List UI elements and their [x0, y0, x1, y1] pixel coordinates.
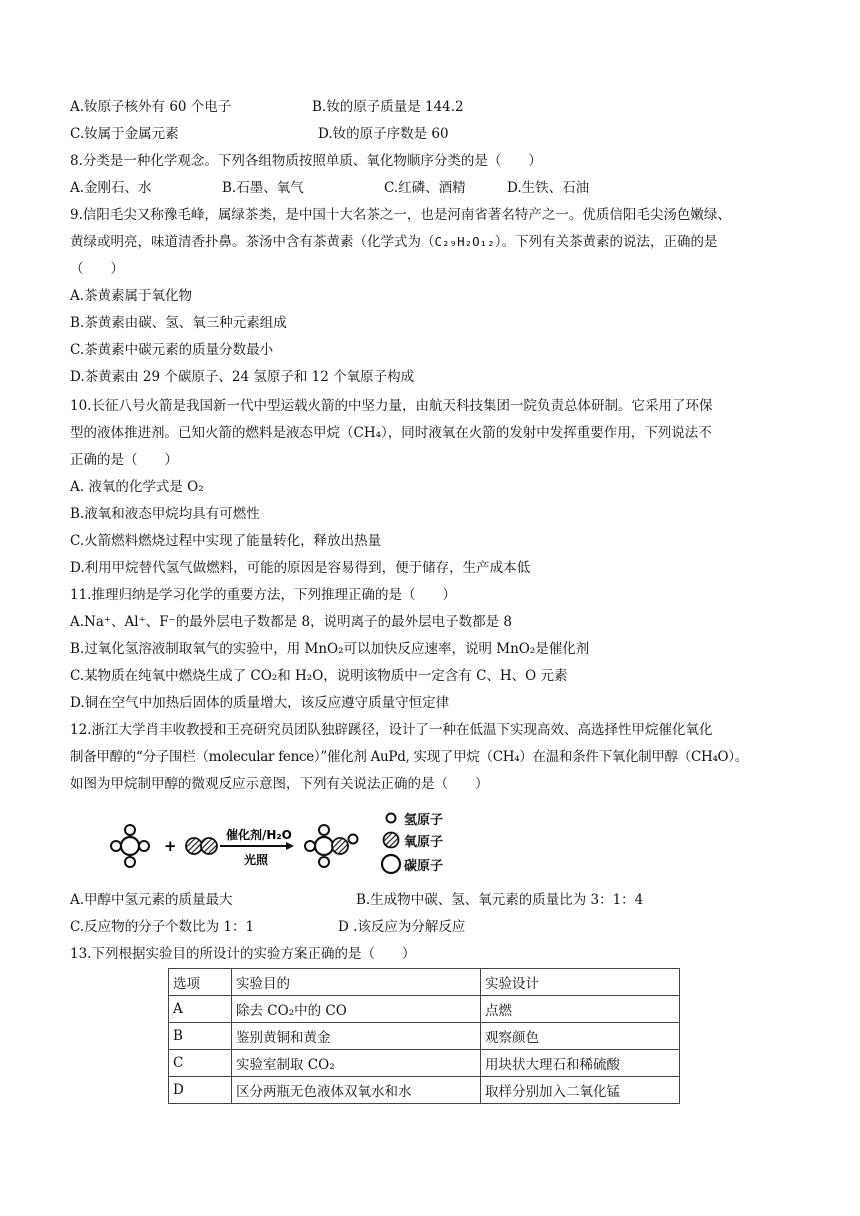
- light-label: 光照: [244, 853, 269, 867]
- table-cell: C: [169, 1050, 232, 1077]
- table-row: [169, 1050, 680, 1077]
- plus-sign: +: [164, 837, 177, 855]
- q9-option-d: D.茶黄素由 29 个碳原子、24 氢原子和 12 个氧原子构成: [70, 369, 415, 385]
- q12-stem-line-3: 如图为甲烷制甲醇的微观反应示意图，下列有关说法正确的是（ ）: [70, 776, 489, 792]
- diagram-legend: [378, 806, 488, 880]
- q11-option-c: C.某物质在纯氧中燃烧生成了 CO₂和 H₂O，说明该物质中一定含有 C、H、O 元素: [70, 668, 568, 684]
- q8-option-b: B.石墨、氧气: [222, 180, 304, 196]
- table-cell: 除去 CO₂中的 CO: [232, 996, 481, 1023]
- table-cell: 用块状大理石和稀硫酸: [481, 1050, 680, 1077]
- arrow-head-icon: [286, 842, 294, 850]
- table-header-row: [169, 969, 680, 996]
- table-cell: A: [169, 996, 232, 1023]
- q7-option-a: A.钕原子核外有 60 个电子: [70, 99, 232, 115]
- q12-stem-line-2: 制备甲醇的“分子围栏（molecular fence）”催化剂 AuPd, 实现了甲烷（CH₄）在温和条件下氧化制甲醇（CH₄O）。: [70, 749, 748, 765]
- q7-option-d: D.钕的原子序数是 60: [318, 126, 449, 142]
- q10-option-d: D.利用甲烷替代氢气做燃料，可能的原因是容易得到，便于储存，生产成本低: [70, 560, 531, 576]
- hydrogen-atom-icon: [384, 811, 398, 825]
- methane-molecule: [111, 825, 149, 867]
- table-cell: 取样分别加入二氧化锰: [481, 1077, 680, 1104]
- table-row: [169, 1023, 680, 1050]
- q12-option-d: D .该反应为分解反应: [338, 919, 466, 935]
- q8-option-a: A.金刚石、水: [70, 180, 152, 196]
- legend-carbon: [380, 854, 443, 874]
- table-row: [169, 996, 680, 1023]
- q11-option-a: A.Na⁺、Al⁺、F⁻的最外层电子数都是 8，说明离子的最外层电子数都是 8: [70, 614, 512, 630]
- legend-oxygen-label: 氧原子: [404, 834, 444, 850]
- q12-option-a: A.甲醇中氢元素的质量最大: [70, 892, 233, 908]
- oxygen-atom-icon: [382, 831, 400, 849]
- legend-hydrogen-label: 氢原子: [404, 812, 444, 828]
- q11-option-b: B.过氧化氢溶液制取氧气的实验中，用 MnO₂可以加快反应速率，说明 MnO₂是催化剂: [70, 641, 590, 657]
- methanol-molecule: [305, 825, 358, 867]
- q10-stem-line-2: 型的液体推进剂。已知火箭的燃料是液态甲烷（CH₄），同时液氧在火箭的发射中发挥重要作用，下列说法不: [70, 425, 712, 441]
- table-row: [169, 1077, 680, 1104]
- q9-formula: C₂₉H₂O₁₂: [434, 234, 495, 249]
- q12-stem-line-1: 12.浙江大学肖丰收教授和王亮研究员团队独辟蹊径，设计了一种在低温下实现高效、高选择性甲烷催化氧化: [70, 722, 713, 738]
- legend-hydrogen: [384, 808, 443, 828]
- legend-carbon-label: 碳原子: [404, 858, 444, 874]
- q9-option-c: C.茶黄素中碳元素的质量分数最小: [70, 342, 274, 358]
- table-header-cell: 选项: [169, 969, 232, 996]
- q11-option-d: D.铜在空气中加热后固体的质量增大，该反应遵守质量守恒定律: [70, 695, 450, 711]
- q8-stem: 8.分类是一种化学观念。下列各组物质按照单质、氧化物顺序分类的是（ ）: [70, 153, 542, 169]
- q13-table: [168, 968, 680, 1104]
- q9-stem-line-3: （ ）: [70, 261, 124, 277]
- oxygen-molecule: [186, 838, 217, 854]
- table-cell: 鉴别黄铜和黄金: [232, 1023, 481, 1050]
- table-cell: D: [169, 1077, 232, 1104]
- q8-option-c: C.红磷、酒精: [384, 180, 466, 196]
- table-cell: B: [169, 1023, 232, 1050]
- q8-option-d: D.生铁、石油: [507, 180, 590, 196]
- q10-stem-line-3: 正确的是（ ）: [70, 452, 178, 468]
- table-cell: 区分两瓶无色液体双氧水和水: [232, 1077, 481, 1104]
- q12-option-c: C.反应物的分子个数比为 1：1: [70, 919, 255, 935]
- legend-oxygen: [382, 830, 443, 850]
- table-cell: 观察颜色: [481, 1023, 680, 1050]
- q9-option-a: A.茶黄素属于氧化物: [70, 288, 193, 304]
- q9-stem-line-1: 9.信阳毛尖又称豫毛峰，属绿茶类，是中国十大名茶之一，也是河南省著名特产之一。优质信阳毛尖汤色嫩绿、: [70, 207, 731, 223]
- q11-stem: 11.推理归纳是学习化学的重要方法，下列推理正确的是（ ）: [70, 587, 456, 603]
- q10-option-a: A. 液氧的化学式是 O₂: [70, 479, 204, 495]
- table-header-cell: 实验设计: [481, 969, 680, 996]
- q7-option-c: C.钕属于金属元素: [70, 126, 179, 142]
- q12-option-b: B.生成物中碳、氢、氧元素的质量比为 3：1：4: [356, 892, 644, 908]
- q10-stem-line-1: 10.长征八号火箭是我国新一代中型运载火箭的中坚力量，由航天科技集团一院负责总体研制。它采用了环保: [70, 398, 713, 414]
- catalyst-label: 催化剂/H₂O: [226, 828, 292, 842]
- table-cell: 实验室制取 CO₂: [232, 1050, 481, 1077]
- q9-stem-line-2: [70, 233, 717, 251]
- q9-stem-line-2-post: ）。下列有关茶黄素的说法，正确的是: [494, 234, 718, 250]
- table-header-cell: 实验目的: [232, 969, 481, 996]
- q9-stem-line-2-pre: 黄绿或明亮，味道清香扑鼻。茶汤中含有茶黄素（化学式为（: [70, 234, 435, 250]
- q9-option-b: B.茶黄素由碳、氢、氧三种元素组成: [70, 315, 287, 331]
- q7-option-b: B.钕的原子质量是 144.2: [312, 99, 464, 115]
- q10-option-c: C.火箭燃料燃烧过程中实现了能量转化，释放出热量: [70, 533, 382, 549]
- table-cell: 点燃: [481, 996, 680, 1023]
- q13-stem: 13.下列根据实验目的所设计的实验方案正确的是（ ）: [70, 946, 416, 962]
- q10-option-b: B.液氧和液态甲烷均具有可燃性: [70, 506, 260, 522]
- carbon-atom-icon: [380, 853, 402, 875]
